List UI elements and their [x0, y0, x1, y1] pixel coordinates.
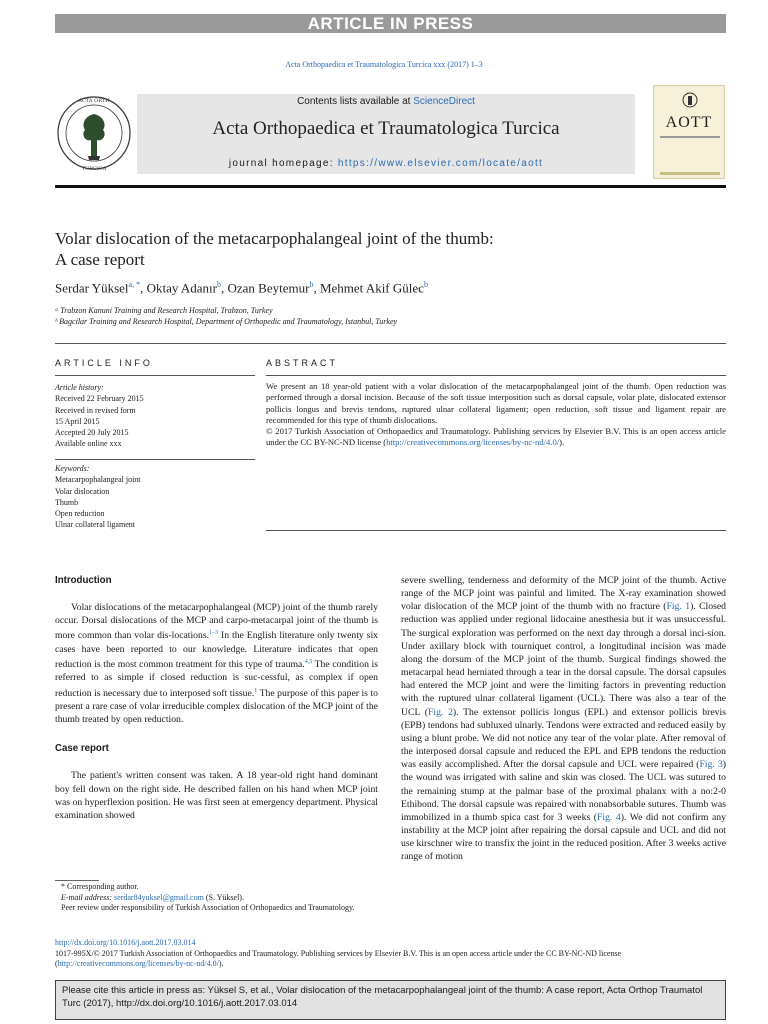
- sciencedirect-link[interactable]: ScienceDirect: [413, 96, 475, 107]
- license-link[interactable]: http://creativecommons.org/licenses/by-nc-nd/4.0/: [57, 959, 219, 969]
- homepage-link[interactable]: https://www.elsevier.com/locate/aott: [337, 158, 544, 169]
- doi-link[interactable]: http://dx.doi.org/10.1016/j.aott.2017.03.014: [55, 938, 196, 947]
- license-line: [55, 959, 726, 970]
- svg-text:TURCICA: TURCICA: [81, 166, 107, 172]
- email-note: [55, 893, 378, 904]
- intro-text: In the English literature only twenty six cases have been reported to our knowledge. Literature indicates that open reduction is the most common treatment for this type of trauma.: [55, 630, 378, 671]
- author-affiliation-mark[interactable]: a, *: [128, 280, 141, 289]
- author-affiliation-mark[interactable]: b: [309, 280, 314, 289]
- author: Oktay Adanır: [146, 280, 217, 296]
- abstract-bottom-rule: [266, 530, 726, 531]
- footnote-rule: [55, 880, 99, 881]
- body-right-column: [401, 574, 726, 863]
- figure-2-link[interactable]: Fig. 2: [427, 706, 453, 718]
- copyright-end: ).: [559, 437, 565, 448]
- history-item: Accepted 20 July 2015: [55, 428, 129, 438]
- paren-open: (: [55, 959, 58, 969]
- history-item: 15 April 2015: [55, 416, 100, 426]
- author-separator: ,: [140, 280, 147, 296]
- author-affiliation-mark[interactable]: b: [217, 280, 221, 289]
- masthead-title-panel: [137, 94, 635, 174]
- paren-close: ).: [218, 959, 224, 969]
- author: Serdar Yüksel: [55, 280, 129, 296]
- svg-text:ACTA ORTH: ACTA ORTH: [78, 98, 110, 104]
- journal-homepage-line: [137, 158, 635, 169]
- author-list: [55, 280, 726, 296]
- history-item: Received in revised form: [55, 405, 136, 415]
- article-title: [55, 228, 695, 270]
- keyword-item: Volar dislocation: [55, 486, 110, 496]
- article-in-press-banner: ARTICLE IN PRESS: [55, 14, 726, 33]
- history-item: Available online xxx: [55, 439, 122, 449]
- keyword-item: Open reduction: [55, 509, 105, 519]
- section-divider: [55, 343, 726, 344]
- case-report-continued: [401, 574, 726, 863]
- cover-title: AOTT: [665, 114, 713, 131]
- reference-link[interactable]: 1–3: [209, 630, 219, 637]
- history-item: Received 22 February 2015: [55, 394, 144, 404]
- intro-text: Volar dislocations of the metacarpophalangeal (MCP) joint of the thumb rarely occur. Dorsal dislocations of the MCP and carpo-metacarpal joint of the thumb is more common than volar dis-locations.: [55, 602, 378, 642]
- figure-1-link[interactable]: Fig. 1: [666, 601, 691, 613]
- case-report-heading: Case report: [55, 743, 109, 755]
- homepage-prefix: journal homepage:: [228, 158, 338, 169]
- keywords: [55, 463, 255, 531]
- keyword-item: Thumb: [55, 497, 79, 507]
- affiliation-b: ᵇ Bagcilar Training and Research Hospital, Department of Orthopedic and Traumatology, Istanbul, Turkey: [55, 317, 398, 326]
- contents-prefix: Contents lists available at: [297, 96, 414, 107]
- author-affiliation-mark[interactable]: b: [423, 280, 428, 289]
- case-text: ). The extensor pollicis longus (EPL) and extensor pollicis brevis (EPB) tendons had subluxed ulnarly. Tendons were extracted and reduced easily by using a blunt probe. We did not notice any tear of the volar plate. After removal of the interposed dorsal capsule and reduced the EPL and EPB tendons the reduction was easily accomplished. After the dorsal capsule and UCL were repaired (: [401, 706, 726, 771]
- case-text: ) the wound was irrigated with saline and skin was closed. The UCL was sutured to the remaining stump at the palmar base of the proximal phalanx with a no:2-0 Ethibond. The dorsal capsule was repaired with nonabsorbable sutures. Thumb was immobilized in a thumb spica cast for 3 weeks (: [401, 759, 726, 823]
- cover-subtitle-rule: [660, 136, 720, 138]
- intro-text: The condition is referred to as simple if closed reduction is suc-cessful, as complex if open reduction is necessary due to interposed soft tissue.: [55, 659, 378, 699]
- email-label: E-mail address:: [61, 892, 113, 902]
- corresponding-author-note: * Corresponding author.: [61, 882, 139, 891]
- article-history: [55, 382, 255, 450]
- author: Ozan Beytemur: [227, 280, 310, 296]
- abstract-paragraph: We present an 18 year-old patient with a volar dislocation of the metacarpophalangeal joint of the thumb. Open reduction was performed through a dorsal incision. Because of the soft tissue interposition such as dorsal capsule, volar plate, dislocated extensor pollicis longus and brevis tendons, ruptured ulnar collateral ligament; open reduction, soft tissue and ligament repair are recommended for this type of thumb dislocations.: [266, 381, 726, 425]
- license-link[interactable]: http://creativecommons.org/licenses/by-nc-nd/4.0/: [386, 437, 560, 448]
- article-title-line-1: Volar dislocation of the metacarpophalangeal joint of the thumb:: [55, 229, 494, 248]
- abstract-rule: [266, 375, 726, 376]
- figure-3-link[interactable]: Fig. 3: [699, 759, 723, 771]
- author: Mehmet Akif Gülec: [319, 280, 424, 296]
- keywords-label: Keywords:: [55, 464, 90, 473]
- case-text: ). We did not confirm any instability at the MCP joint after repairing the dorsal capsule and UCL and did not use kirschner wire to transfix the joint in the reduced position. After 3 weeks active range of motion: [401, 811, 726, 863]
- cover-band: [660, 172, 720, 175]
- citation-box: Please cite this article in press as: Yüksel S, et al., Volar dislocation of the metacarpophalangeal joint of the thumb: A case report, Acta Orthop Traumatol Turc (2017), http://dx.doi.org/10.1016/j.aott.2017.03.014: [55, 980, 726, 1020]
- keywords-rule: [55, 459, 255, 460]
- body-left-column: [55, 574, 378, 822]
- abstract-heading: ABSTRACT: [266, 358, 339, 368]
- abstract-copyright: [266, 426, 726, 449]
- journal-masthead: [55, 82, 726, 184]
- email-owner: (S. Yüksel).: [203, 892, 244, 902]
- author-separator: ,: [221, 280, 228, 296]
- reference-link[interactable]: 4,5: [304, 659, 313, 666]
- footnotes: [55, 882, 378, 914]
- journal-title: Acta Orthopaedica et Traumatologica Turcica: [212, 118, 560, 139]
- reference-link[interactable]: 1: [254, 687, 258, 694]
- issn-license-line: 1017-995X/© 2017 Turkish Association of Orthopaedics and Traumatology. Publishing services by Elsevier B.V. This is an open access article under the CC BY-NC-ND license: [55, 948, 622, 958]
- keyword-item: Metacarpophalangeal joint: [55, 475, 141, 485]
- affiliation-a: ᵃ Trabzon Kanuni Training and Research Hospital, Trabzon, Turkey: [55, 306, 273, 315]
- author-separator: ,: [313, 280, 320, 296]
- article-info-rule: [55, 375, 255, 376]
- case-text: severe swelling, tenderness and deformity of the MCP joint of the thumb. Active range of the MCP joint was painful and limited. The X-ray examination showed volar dislocation of the MCP joint of the thumb with no fracture (: [401, 575, 726, 613]
- peer-review-note: Peer review under responsibility of Turkish Association of Orthopaedics and Traumatology.: [61, 903, 355, 913]
- journal-citation-header[interactable]: Acta Orthopaedica et Traumatologica Turcica xxx (2017) 1–3: [285, 60, 483, 69]
- copyright-text: © 2017 Turkish Association of Orthopaedics and Traumatology. Publishing services by Elsevier B.V. This is an open access article under the CC BY-NC-ND license (: [266, 426, 726, 448]
- introduction-paragraph: [55, 601, 378, 726]
- cover-emblem-icon: [682, 92, 698, 110]
- case-report-paragraph: The patient's written consent was taken. A 18 year-old right hand dominant boy fell down on the right side. He described fallen on his hand when MCP joint was on hyperflexion position. He was first seen at emergency department. Physical examination showed: [55, 770, 378, 821]
- society-seal-logo: [55, 90, 133, 176]
- abstract-body: [266, 381, 726, 449]
- email-link[interactable]: serdar84yuksel@gmail.com: [114, 892, 204, 902]
- introduction-heading: Introduction: [55, 575, 112, 586]
- journal-cover-thumbnail[interactable]: [653, 85, 725, 179]
- doi-block: [55, 938, 726, 970]
- article-info-heading: ARTICLE INFO: [55, 358, 153, 368]
- figure-4-link[interactable]: Fig. 4: [596, 811, 621, 823]
- contents-available-line: [137, 96, 635, 107]
- article-title-line-2: A case report: [55, 250, 145, 269]
- masthead-rule: [55, 185, 726, 188]
- intro-text: The purpose of this paper is to present a rare case of volar irreducible complex dislocation of the MCP joint of the thumb treated by open reduction.: [55, 687, 379, 726]
- article-history-label: Article history:: [55, 383, 104, 392]
- keyword-item: Ulnar collateral ligament: [55, 520, 135, 530]
- case-text: ). Closed reduction was applied under regional lidocaine anesthesia but it was unsuccessful. The surgical exploration was performed on the next day through a dorsal inci-sion. Under axillary block with tourniquet control, a longitudinal incision was made along the dorsum of the MCP joint of the thumb. Surgical findings showed the metacarpal head herniated through a tear in the dorsal capsule. The dorsal capsules had entered the MCP joint and were the limiting factors in preventing reduction with the ruptured ulnar collateral ligament (UCL). There was also a tear of the UCL (: [401, 601, 726, 718]
